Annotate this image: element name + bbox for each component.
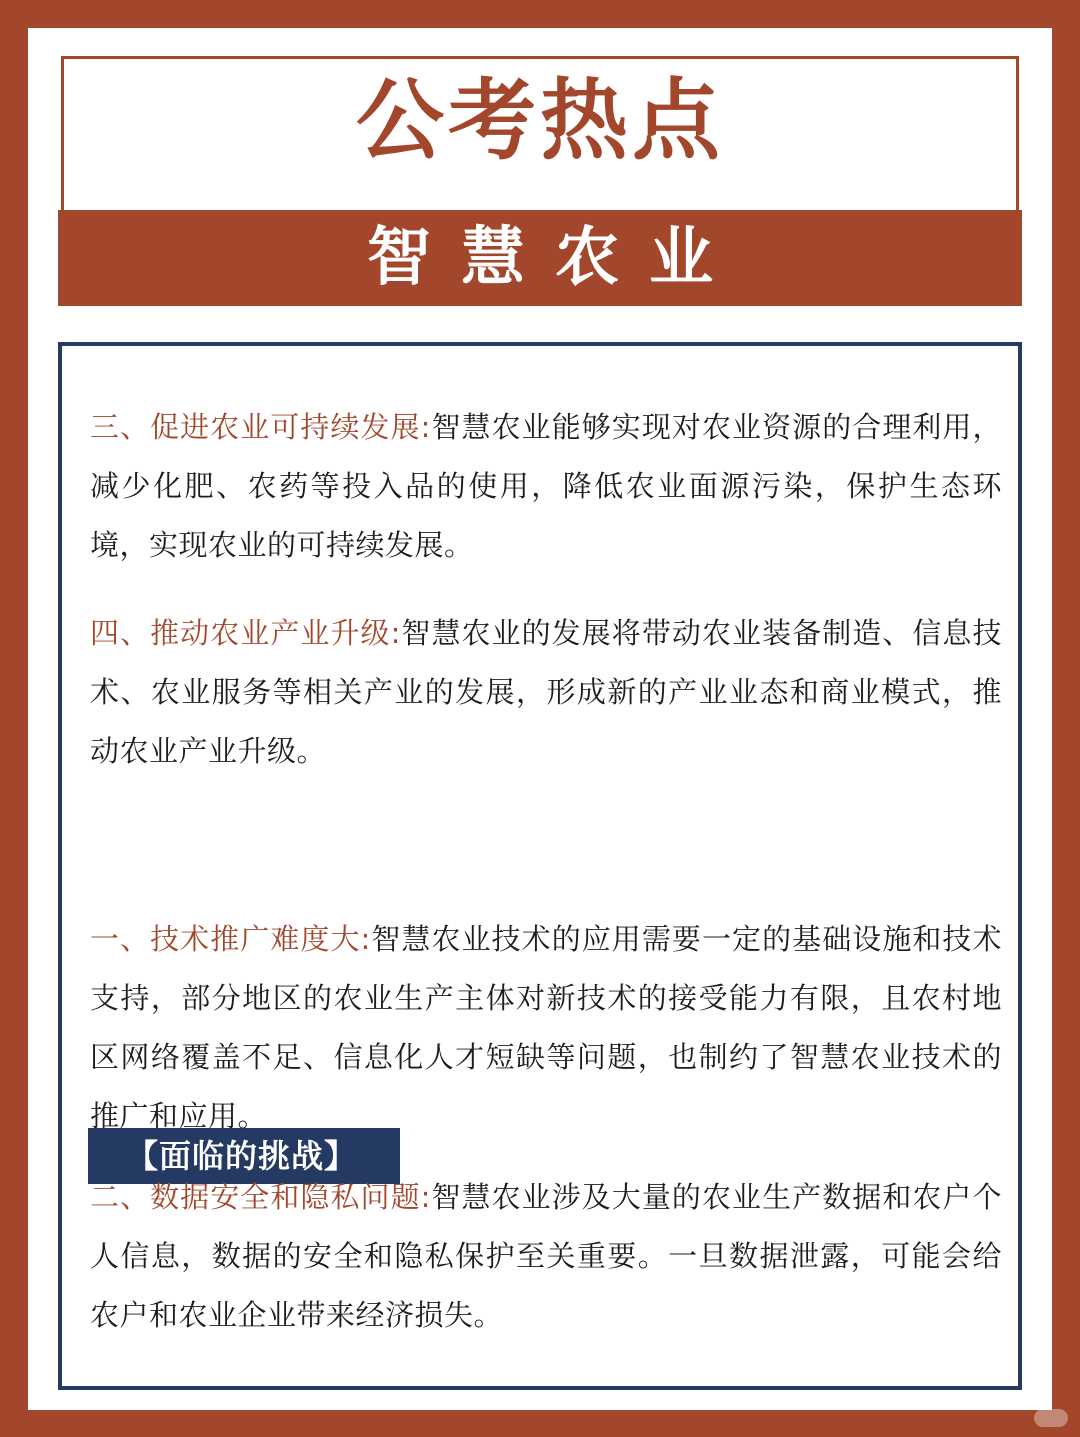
paragraph-body: 智慧农业的发展将带动农业装备制造、信息技术、农业服务等相关产业的发展，形成新的产业业态和商业模式，推动农业产业升级。 xyxy=(90,616,1002,768)
paragraph-heading: 三、促进农业可持续发展: xyxy=(90,410,431,444)
paragraph-tech-promotion xyxy=(90,910,1002,1146)
watermark-badge xyxy=(1034,1409,1068,1427)
paragraph-heading: 一、技术推广难度大: xyxy=(90,922,371,956)
paragraph-sustainable-development xyxy=(90,398,1002,575)
title-box xyxy=(61,56,1019,210)
paragraph-heading: 二、数据安全和隐私问题: xyxy=(90,1180,431,1214)
paragraph-body: 智慧农业技术的应用需要一定的基础设施和技术支持，部分地区的农业生产主体对新技术的接受能力有限，且农村地区网络覆盖不足、信息化人才短缺等问题，也制约了智慧农业技术的推广和应用。 xyxy=(90,922,1002,1133)
challenges-section-label: 【面临的挑战】 xyxy=(88,1128,400,1184)
paragraph-heading: 四、推动农业产业升级: xyxy=(90,616,401,650)
page-card xyxy=(28,28,1052,1410)
paragraph-industry-upgrade xyxy=(90,604,1002,781)
paragraph-body: 智慧农业能够实现对农业资源的合理利用，减少化肥、农药等投入品的使用，降低农业面源污染，保护生态环境，实现农业的可持续发展。 xyxy=(90,410,1002,562)
subtitle-banner xyxy=(58,210,1022,306)
page-title: 公考热点 xyxy=(355,69,724,172)
paragraph-body: 智慧农业涉及大量的农业生产数据和农户个人信息，数据的安全和隐私保护至关重要。一旦数据泄露，可能会给农户和农业企业带来经济损失。 xyxy=(90,1180,1002,1332)
page-subtitle: 智慧农业 xyxy=(367,221,743,295)
paragraph-data-security xyxy=(90,1168,1002,1345)
content-box xyxy=(58,342,1022,1390)
